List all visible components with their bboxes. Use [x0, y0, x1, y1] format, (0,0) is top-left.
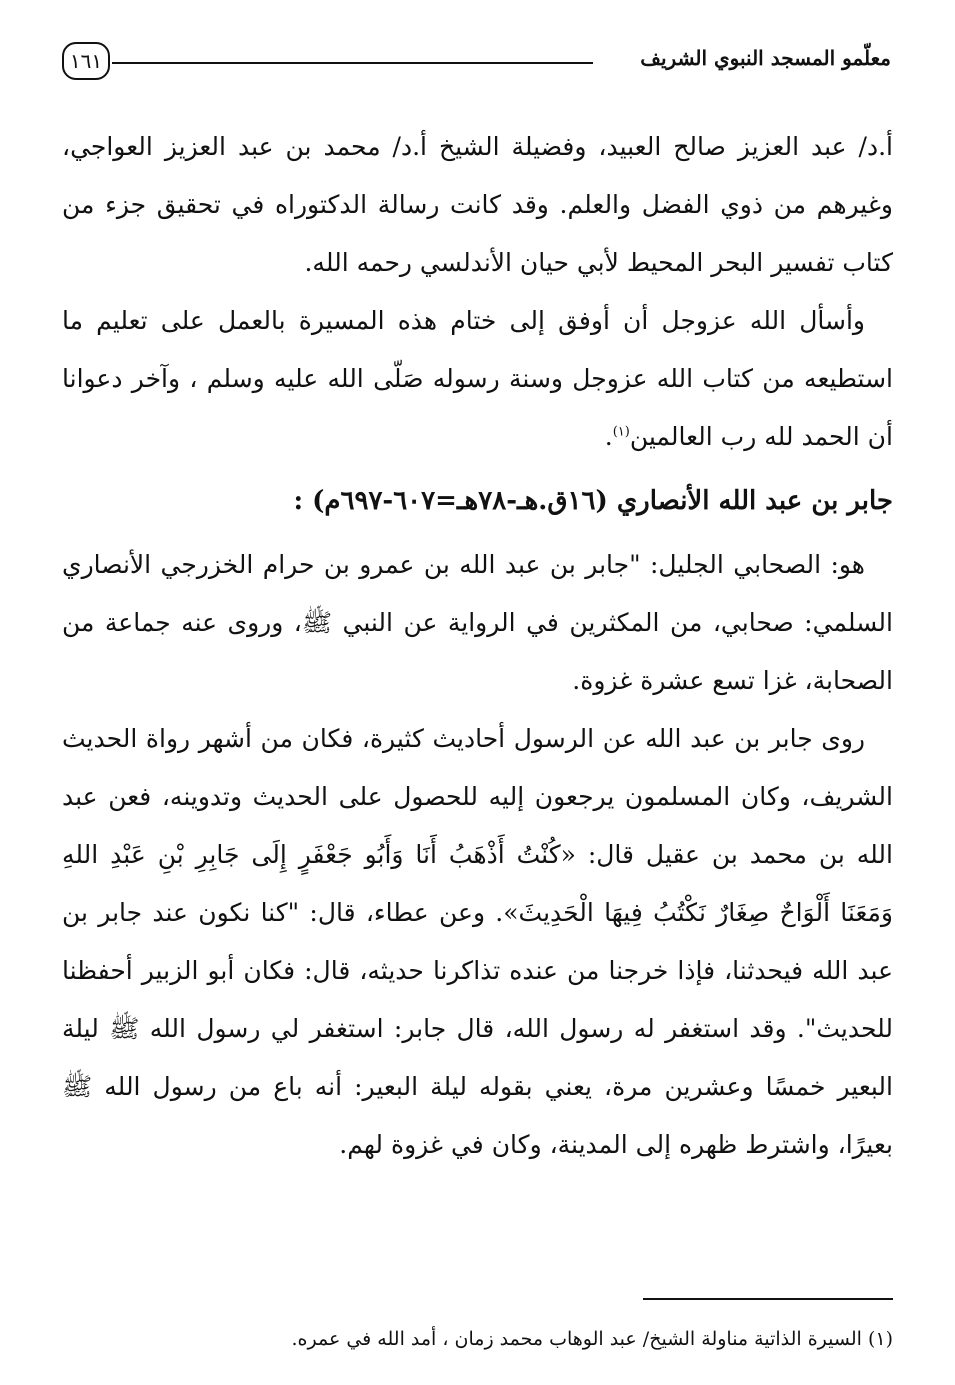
footnote-1: (١) السيرة الذاتية مناولة الشيخ/ عبد الوهاب محمد زمان ، أمد الله في عمره. [291, 1328, 893, 1350]
running-title: معلّمو المسجد النبوي الشريف [640, 46, 891, 70]
footnote-reference[interactable]: (١) [612, 424, 630, 440]
paragraph-4: روى جابر بن عبد الله عن الرسول أحاديث كثيرة، فكان من أشهر رواة الحديث الشريف، وكان المسلمون يرجعون إليه للحصول على الحديث وتدوينه، فعن عبد الله بن محمد بن عقيل قال: «كُنْتُ أَذْهَبُ أَنَا وَأَبُو جَعْفَرٍ إِلَى جَابِرِ بْنِ عَبْدِ اللهِ وَمَعَنَا أَلْوَاحٌ صِغَارٌ نَكْتُبُ فِيهَا الْحَدِيثَ». وعن عطاء، قال: "كنا نكون عند جابر بن عبد الله فيحدثنا، فإذا خرجنا من عنده تذاكرنا حديثه، قال: فكان أبو الزبير أحفظنا للحديث". وقد استغفر له رسول الله، قال جابر: استغفر لي رسول الله ﷺ ليلة البعير خمسًا وعشرين مرة، يعني بقوله ليلة البعير: أنه باع من رسول الله ﷺ بعيرًا، واشترط ظهره إلى المدينة، وكان في غزوة لهم. [62, 724, 893, 1159]
footnote-separator [643, 1298, 893, 1300]
paragraph-2-end: . [604, 422, 613, 451]
paragraph-1: أ.د/ عبد العزيز صالح العبيد، وفضيلة الشيخ أ.د/ محمد بن عبد العزيز العواجي، وغيرهم من ذوي الفضل والعلم. وقد كانت رسالة الدكتوراه في تحقيق جزء من كتاب تفسير البحر المحيط لأبي حيان الأندلسي رحمه الله. [62, 132, 893, 277]
main-text [62, 118, 893, 1174]
paragraph-2 [62, 292, 893, 466]
paragraph-3: هو: الصحابي الجليل: "جابر بن عبد الله بن عمرو بن حرام الخزرجي الأنصاري السلمي: صحابي، من المكثرين في الرواية عن النبي ﷺ، وروى عنه جماعة من الصحابة، غزا تسع عشرة غزوة. [62, 550, 893, 695]
paragraph-2-text: وأسأل الله عزوجل أن أوفق إلى ختام هذه المسيرة بالعمل على تعليم ما استطيعه من كتاب الله عزوجل وسنة رسوله صَلّى الله عليه وسلم ، وآخر دعوانا أن الحمد لله رب العالمين [62, 306, 893, 451]
section-heading: جابر بن عبد الله الأنصاري (١٦ق.هـ-٧٨هـ=٦٠٧-٦٩٧م) : [293, 486, 893, 516]
page-number: ١٦١ [62, 42, 110, 80]
header-rule [112, 62, 593, 64]
page-header [62, 30, 893, 90]
